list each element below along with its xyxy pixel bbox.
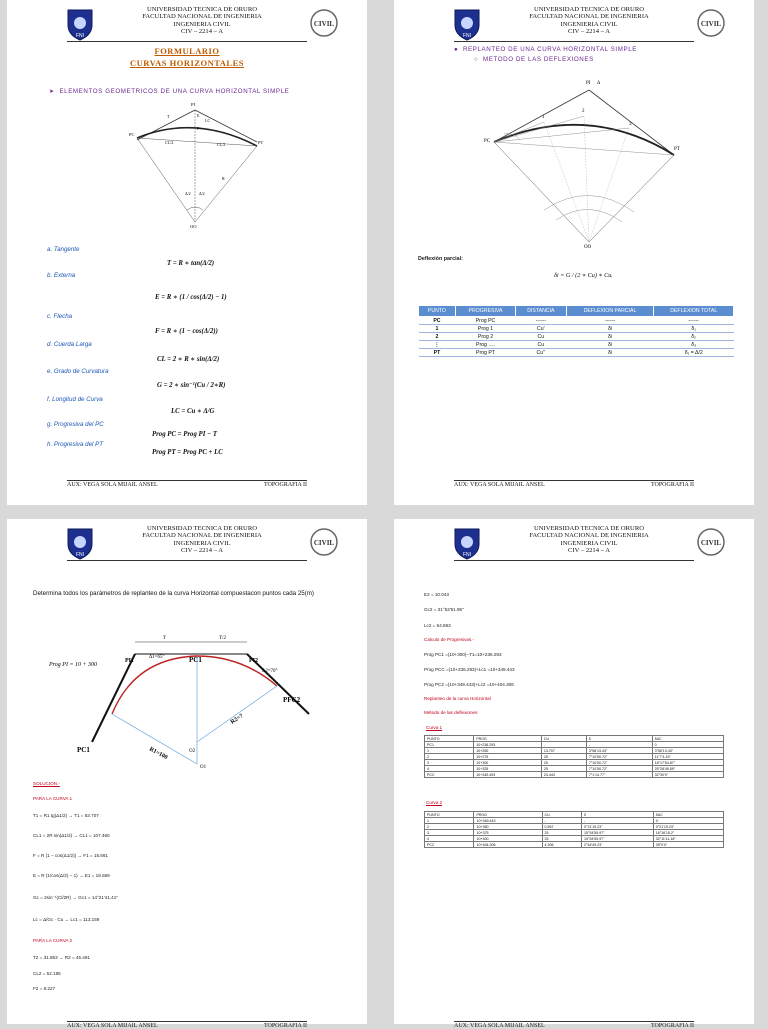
table-row: PC2 10+404.306 4.306 2°44'49.23" 35°0'0" xyxy=(425,842,724,848)
progresivas-heading: Calculo de Progresivas.- xyxy=(424,637,475,642)
table-row: PC1 10+236.293 - - 0 xyxy=(425,742,724,748)
formula-tangente: T = R ∗ tan(Δ/2) xyxy=(167,260,215,267)
table-header-row: PUNTO PROG CU δ δAC xyxy=(425,736,724,742)
page-footer: AUX: VEGA SOLA MIJAIL ANSEL TOPOGRAFIA II xyxy=(67,1023,307,1029)
svg-text:PC: PC xyxy=(129,132,135,137)
header-rule xyxy=(67,41,307,42)
page-footer: AUX: VEGA SOLA MIJAIL ANSEL TOPOGRAFIA II xyxy=(67,482,307,488)
curve1-table-title: Curva 1 xyxy=(426,725,443,730)
table-row: 2 Prog 2 Cu δi δ₂ xyxy=(419,333,734,341)
svg-text:OO: OO xyxy=(584,245,592,250)
page-1 xyxy=(7,0,367,505)
formula-grado: G = 2 ∗ sin⁻¹(Cu / 2∗R) xyxy=(157,382,226,389)
header-rule xyxy=(67,560,307,561)
svg-text:PI: PI xyxy=(586,81,591,86)
svg-text:R2=?: R2=? xyxy=(229,712,245,726)
page-2 xyxy=(394,0,754,505)
svg-text:PC1: PC1 xyxy=(77,746,90,754)
header-text: UNIVERSIDAD TECNICA DE ORURO FACULTAD NACIONAL DE INGENIERIA INGENIERIA CIVIL CIV – 2214 – A xyxy=(529,525,649,555)
header-text: UNIVERSIDAD TECNICA DE ORURO FACULTAD NACIONAL DE INGENIERIA INGENIERIA CIVIL CIV – 2214 – A xyxy=(142,6,262,36)
prog-line: Prog PCC =(10+236.293)+Lc1 =10+349.443 xyxy=(424,667,515,672)
curve1-heading: PARA LA CURVA 1 xyxy=(33,796,73,801)
table-row: 4 10+325 25 7°10'50.72" 25°28'45.59" xyxy=(425,766,724,772)
item-label-cuerda: d. Cuerda Larga xyxy=(47,341,92,348)
table-row: 1 10+349.443 - - 0 xyxy=(425,818,724,824)
svg-text:PFC2: PFC2 xyxy=(283,696,301,704)
item-label-tangente: a. Tangente xyxy=(47,246,80,253)
deflection-table xyxy=(418,305,734,357)
table-header-row: PUNTO PROG CU δ δAC xyxy=(425,812,724,818)
svg-text:CIVIL: CIVIL xyxy=(313,20,335,28)
page-3 xyxy=(7,519,367,1029)
svg-text:T/2: T/2 xyxy=(219,636,226,641)
table-row: 1 Prog 1 Cu' δi δ₁ xyxy=(419,325,734,333)
svg-text:PC: PC xyxy=(484,139,491,144)
svg-text:3: 3 xyxy=(629,122,632,127)
prog-line: Prog PC1 =(10+300)−T1=10+236.293 xyxy=(424,652,502,657)
curve-elements-diagram xyxy=(127,100,267,230)
svg-text:Δ: Δ xyxy=(597,81,601,86)
item-label-prog-pc: g. Progresiva del PC xyxy=(47,421,104,428)
svg-text:CIVIL: CIVIL xyxy=(313,539,335,547)
page-footer: AUX: VEGA SOLA MIJAIL ANSEL TOPOGRAFIA II xyxy=(454,482,694,488)
deflection-method-diagram xyxy=(484,70,684,250)
table-row: 2 10+350 0.557 0°21'19.23" 0°21'19.23" xyxy=(425,824,724,830)
formula-externa: E = R ∗ (1 / cos(Δ/2) − 1) xyxy=(155,294,227,301)
table-row: 3 10+375 25 15°54'55.97" 16°16'15.2" xyxy=(425,830,724,836)
svg-text:FNI: FNI xyxy=(462,552,472,558)
table-row: PT Prog PT Cu'' δi δ₁ = Δ/2 xyxy=(419,349,734,357)
table-row: ⋮ Prog …. Cu δi δ₃ xyxy=(419,341,734,349)
replanteo-heading: Replanteo de la curva Horizontal xyxy=(424,696,491,701)
svg-text:PC1: PC1 xyxy=(189,656,202,664)
header-text: UNIVERSIDAD TECNICA DE ORURO FACULTAD NACIONAL DE INGENIERIA INGENIERIA CIVIL CIV – 2214 – A xyxy=(529,6,649,36)
svg-text:FNI: FNI xyxy=(462,33,472,39)
item-label-externa: b. Externa xyxy=(47,272,76,279)
formula-flecha: F = R ∗ (1 − cos(Δ/2)) xyxy=(155,328,218,335)
page-header xyxy=(7,519,367,563)
svg-text:Δ2=70°: Δ2=70° xyxy=(262,669,278,674)
svg-text:O2: O2 xyxy=(189,749,196,754)
item-label-grado: e. Grado de Curvatura xyxy=(47,368,109,375)
calc-line: Lc2 = 54.863 xyxy=(424,623,451,628)
svg-text:Δ/2: Δ/2 xyxy=(199,191,205,196)
header-rule xyxy=(454,560,694,561)
svg-text:O1: O1 xyxy=(200,765,207,770)
item-label-flecha: c. Flecha xyxy=(47,313,73,320)
curve2-table-title: Curva 2 xyxy=(426,800,443,805)
calc-line: F2 = 8.227 xyxy=(33,986,56,991)
university-shield-icon xyxy=(65,7,95,41)
curve2-table xyxy=(424,811,724,848)
solution-heading: SOLUCION.- xyxy=(33,781,60,786)
svg-text:E: E xyxy=(197,113,200,118)
page-subtitle: CURVAS HORIZONTALES xyxy=(130,58,244,68)
formula-prog-pt: Prog PT = Prog PC + LC xyxy=(152,449,223,456)
problem-statement: Determina todos los parámetros de replanteo de la curva Horizontal compuestacon puntos cada 25(m) xyxy=(33,590,314,597)
page-title: FORMULARIO xyxy=(154,46,220,56)
calc-line: Lc = Δ/Gc · Cu → Lc1 = 113.159 xyxy=(33,917,100,922)
calc-line: Gc2 = 31°53'51.95" xyxy=(424,607,464,612)
table-header-row: PUNTO PROGRESIVA DISTANCIA DEFLEXION PARCIAL DEFLEXION TOTAL xyxy=(419,306,734,317)
svg-text:LC: LC xyxy=(205,118,211,123)
prog-line: Prog PC2 =(10+349.443)+Lc2 =10+404.306 xyxy=(424,682,514,687)
university-shield-icon xyxy=(452,526,482,560)
svg-text:R: R xyxy=(222,176,225,181)
section-heading: ➤ ELEMENTOS GEOMETRICOS DE UNA CURVA HORIZONTAL SIMPLE xyxy=(49,88,290,95)
formula-prog-pc: Prog PC = Prog PI − T xyxy=(152,431,218,438)
page-header xyxy=(394,0,754,44)
civil-logo-icon xyxy=(694,8,728,38)
svg-text:2: 2 xyxy=(582,109,585,114)
svg-text:PI2: PI2 xyxy=(249,658,258,664)
svg-text:R1=100: R1=100 xyxy=(148,746,169,762)
svg-text:FNI: FNI xyxy=(75,552,85,558)
svg-text:OO: OO xyxy=(190,224,197,229)
item-label-prog-pt: h. Progresiva del PT xyxy=(47,441,104,448)
page-header xyxy=(7,0,367,44)
svg-text:PI: PI xyxy=(191,102,196,107)
curve2-heading: PARA LA CURVA 2 xyxy=(33,938,73,943)
page-header xyxy=(394,519,754,563)
logo-text: FNI xyxy=(75,33,85,39)
svg-text:PT: PT xyxy=(258,140,264,145)
compound-curve-diagram xyxy=(37,624,337,779)
deflexion-formula: δi = G / (2 ∗ Cu) ∗ Cuᵢ xyxy=(554,272,613,279)
curve1-table xyxy=(424,735,724,778)
table-row: PC Prog PC ------ ------ ------ xyxy=(419,317,734,325)
bullet-metodo: ○ METODO DE LAS DEFLEXIONES xyxy=(474,56,594,63)
svg-text:F: F xyxy=(197,126,200,131)
table-row: PCC 10+349.493 24.443 7°1'14.77" 32°30'0" xyxy=(425,772,724,778)
calc-line: E2 = 10.043 xyxy=(424,592,449,597)
formula-cuerda: CL = 2 ∗ R ∗ sin(Δ/2) xyxy=(157,356,220,363)
calc-line: CL1 = 2R sin(Δ1/2) → CL1 = 107.460 xyxy=(33,833,110,838)
university-shield-icon xyxy=(65,526,95,560)
svg-text:Δ/2: Δ/2 xyxy=(185,191,191,196)
table-row: 1 10+250 13.707 3°56'13.43" 3°56'13.43" xyxy=(425,748,724,754)
table-row: 3 10+300 25 7°10'50.72" 18°17'54.87" xyxy=(425,760,724,766)
svg-text:CL/2: CL/2 xyxy=(217,142,226,147)
calc-line: F = R (1 − cos(Δ1/2)) → F1 = 15.661 xyxy=(33,853,108,858)
item-label-longitud: f. Longitud de Curva xyxy=(47,396,103,403)
svg-text:PI1: PI1 xyxy=(125,658,134,664)
svg-text:1: 1 xyxy=(542,115,545,120)
civil-logo-icon xyxy=(694,527,728,557)
svg-text:Δ1=65°: Δ1=65° xyxy=(149,655,165,660)
formula-longitud: LC = Cu ∗ Δ/G xyxy=(171,408,215,415)
civil-logo-icon xyxy=(307,527,341,557)
svg-text:T: T xyxy=(163,636,167,641)
deflexion-label: Deflexión parcial: xyxy=(418,256,463,262)
bullet-replanteo: ● REPLANTEO DE UNA CURVA HORIZONTAL SIMPLE xyxy=(454,46,638,53)
page-4 xyxy=(394,519,754,1029)
table-row: 2 10+275 25 7°10'50.72" 11°7'4.15" xyxy=(425,754,724,760)
svg-text:CL/2: CL/2 xyxy=(165,140,174,145)
calc-line: T1 = R1 tg(Δ1/2) → T1 = 63.707 xyxy=(33,813,99,818)
svg-text:T: T xyxy=(167,114,170,119)
header-text: UNIVERSIDAD TECNICA DE ORURO FACULTAD NACIONAL DE INGENIERIA INGENIERIA CIVIL CIV – 2214 – A xyxy=(142,525,262,555)
calc-line: E = R (1/cos(Δ/2) − 1) → E1 = 18.569 xyxy=(33,873,110,878)
calc-line: CL2 = 52.185 xyxy=(33,971,61,976)
university-shield-icon xyxy=(452,7,482,41)
svg-text:PT: PT xyxy=(674,147,680,152)
civil-logo-icon xyxy=(307,8,341,38)
svg-text:CIVIL: CIVIL xyxy=(700,539,722,547)
calc-line: T2 = 31.853 → R2 = 45.491 xyxy=(33,955,90,960)
svg-text:Prog PI = 10 + 300: Prog PI = 10 + 300 xyxy=(49,662,98,668)
table-row: 4 10+400 25 15°54'55.97" 32°11'11.18" xyxy=(425,836,724,842)
metodo-heading: Método de las deflexiones xyxy=(424,710,478,715)
page-footer: AUX: VEGA SOLA MIJAIL ANSEL TOPOGRAFIA II xyxy=(454,1023,694,1029)
svg-text:CIVIL: CIVIL xyxy=(700,20,722,28)
calc-line: Gc = 2sin⁻¹(Cl/2R) → Gc1 = 14°21'41.41" xyxy=(33,895,118,900)
header-rule xyxy=(454,41,694,42)
